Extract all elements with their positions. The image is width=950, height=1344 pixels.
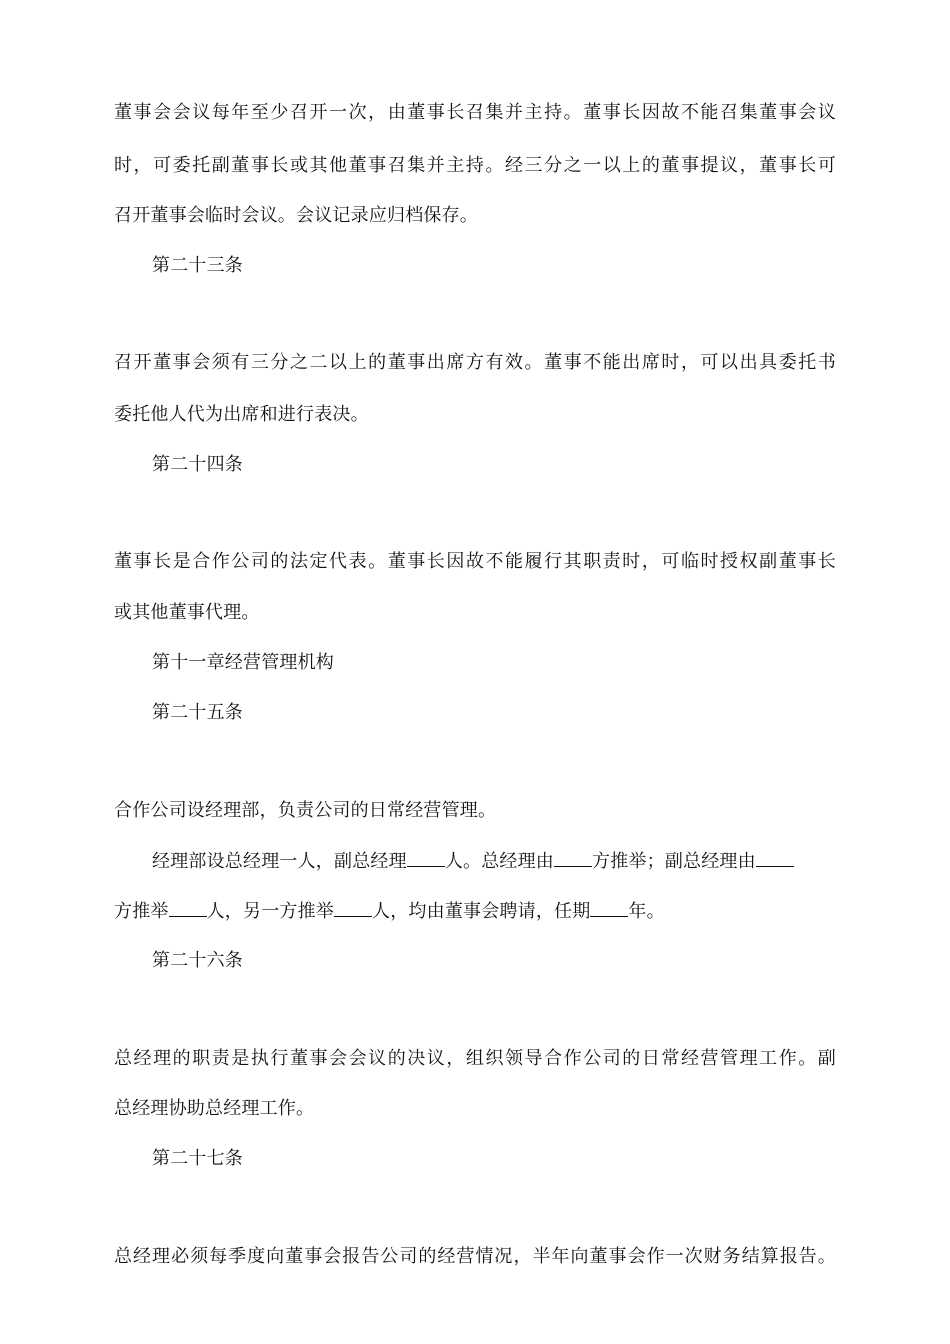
chapter-11-heading: 第十一章经营管理机构 — [152, 652, 334, 673]
paragraph-5-text: 人。总经理由 — [444, 851, 555, 872]
paragraph-1-line-1: 董事会会议每年至少召开一次，由董事长召集并主持。董事长因故不能召集董事会议 — [114, 102, 836, 123]
fill-in-blank — [169, 898, 207, 917]
paragraph-6-line-1: 总经理的职责是执行董事会会议的决议，组织领导合作公司的日常经营管理工作。副 — [114, 1048, 836, 1069]
paragraph-2-line-2: 委托他人代为出席和进行表决。 — [114, 404, 369, 425]
article-26-heading: 第二十六条 — [152, 950, 243, 971]
paragraph-5-text: 年。 — [628, 901, 665, 922]
paragraph-5-text: 人，另一方推举 — [206, 901, 335, 922]
fill-in-blank — [756, 848, 794, 867]
article-23-heading: 第二十三条 — [152, 255, 243, 276]
fill-in-blank — [554, 848, 592, 867]
paragraph-5-line-2 — [114, 898, 665, 925]
paragraph-6-line-2: 总经理协助总经理工作。 — [114, 1098, 315, 1119]
paragraph-3-line-1: 董事长是合作公司的法定代表。董事长因故不能履行其职责时，可临时授权副董事长 — [114, 551, 836, 572]
fill-in-blank — [590, 898, 628, 917]
article-25-heading: 第二十五条 — [152, 702, 243, 723]
fill-in-blank — [334, 898, 372, 917]
paragraph-7: 总经理必须每季度向董事会报告公司的经营情况，半年向董事会作一次财务结算报告。 — [114, 1246, 836, 1267]
paragraph-3-line-2: 或其他董事代理。 — [114, 602, 260, 623]
paragraph-2-line-1: 召开董事会须有三分之二以上的董事出席方有效。董事不能出席时，可以出具委托书 — [114, 352, 836, 373]
paragraph-5-line-1 — [152, 848, 794, 875]
paragraph-5-text: 人，均由董事会聘请，任期 — [372, 901, 591, 922]
paragraph-4: 合作公司设经理部，负责公司的日常经营管理。 — [114, 800, 497, 821]
paragraph-5-text: 经理部设总经理一人，副总经理 — [152, 851, 407, 872]
article-27-heading: 第二十七条 — [152, 1148, 243, 1169]
paragraph-1-line-2: 时，可委托副董事长或其他董事召集并主持。经三分之一以上的董事提议，董事长可 — [114, 155, 836, 176]
paragraph-1-line-3: 召开董事会临时会议。会议记录应归档保存。 — [114, 205, 478, 226]
article-24-heading: 第二十四条 — [152, 454, 243, 475]
fill-in-blank — [407, 848, 445, 867]
paragraph-5-text: 方推举 — [114, 901, 169, 922]
paragraph-5-text: 方推举；副总经理由 — [592, 851, 756, 872]
